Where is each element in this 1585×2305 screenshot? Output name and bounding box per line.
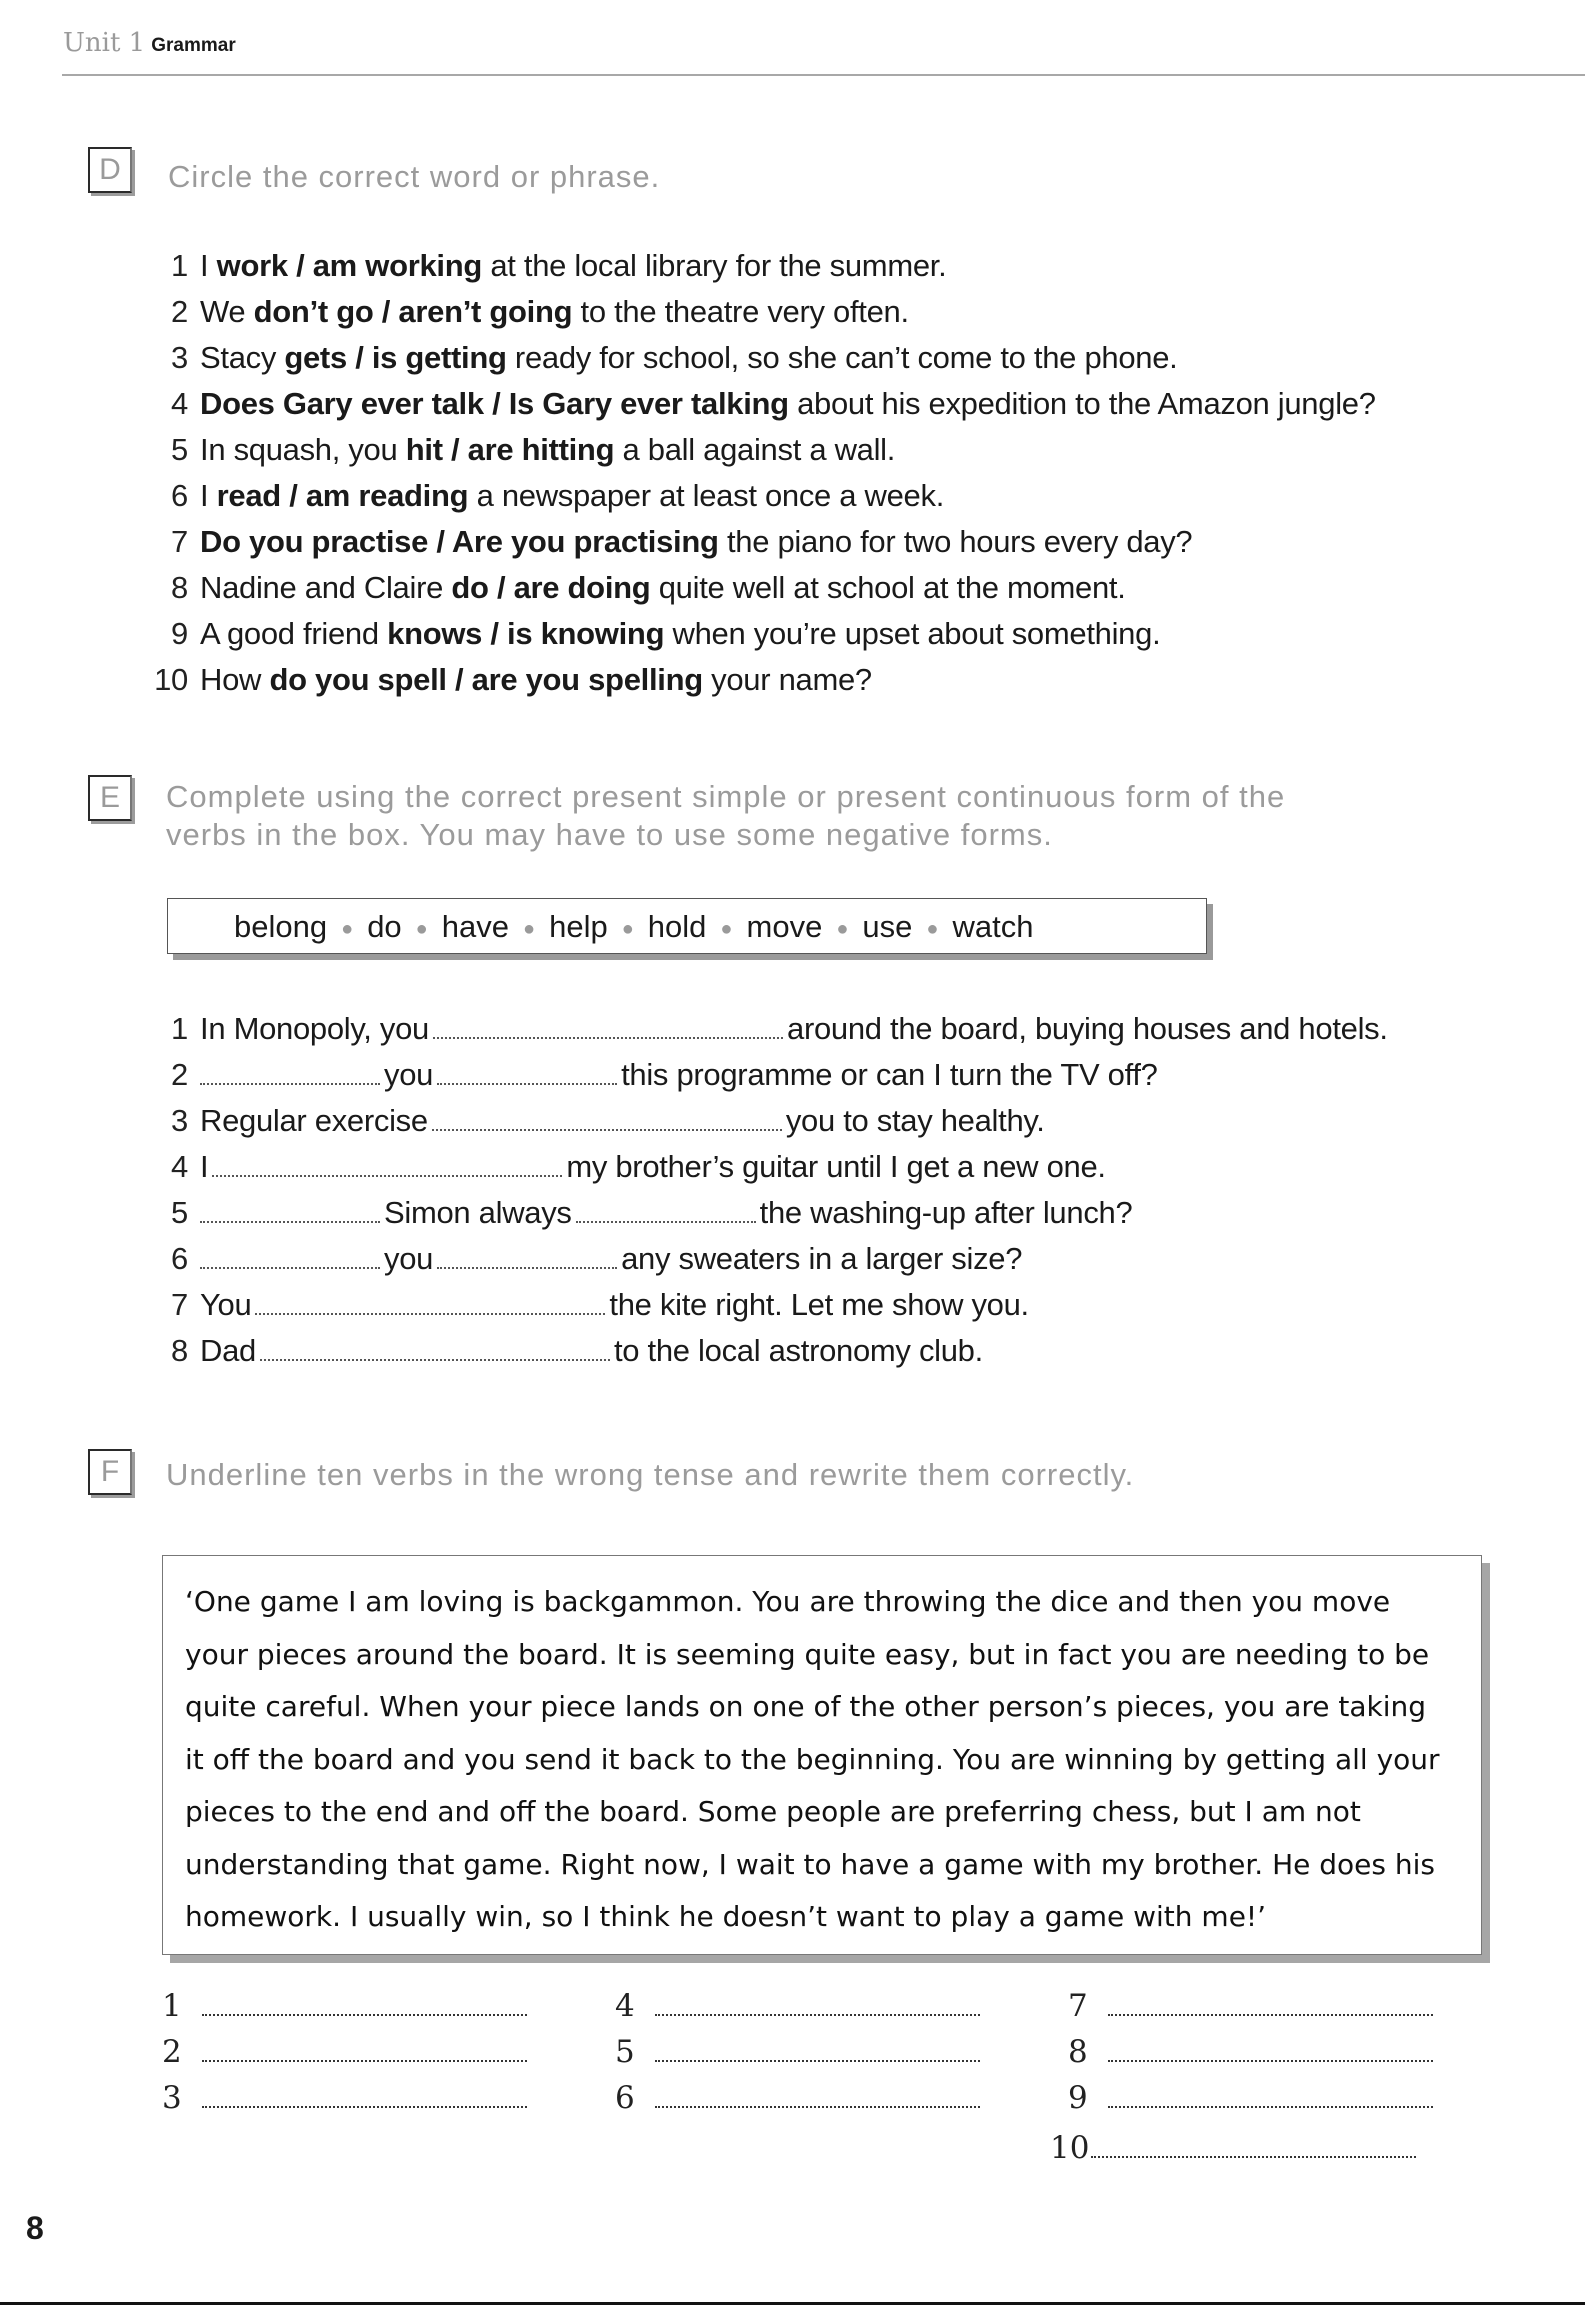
answer-field[interactable] — [1108, 2105, 1433, 2108]
answer-field[interactable] — [1108, 2059, 1433, 2062]
passage-line[interactable]: quite careful. When your piece lands on one of the other person’s pieces, you are taking — [185, 1690, 1427, 1723]
section-d-badge: D — [88, 147, 132, 193]
header-divider — [62, 74, 1585, 76]
passage-line[interactable]: ‘One game I am loving is backgammon. You are throwing the dice and then you move — [185, 1585, 1391, 1618]
answer-row: 4 — [615, 1988, 980, 2024]
choice[interactable]: don’t go / aren’t going — [253, 294, 573, 329]
blank-field[interactable] — [437, 1061, 617, 1085]
word: have — [441, 909, 509, 944]
answer-row: 7 — [1068, 1988, 1433, 2024]
answer-field[interactable] — [202, 2013, 527, 2016]
blank-field[interactable] — [200, 1061, 380, 1085]
answer-field[interactable] — [655, 2105, 980, 2108]
answer-row: 5 — [615, 2034, 980, 2070]
section-f-badge: F — [88, 1449, 132, 1495]
choice[interactable]: do / are doing — [451, 570, 651, 605]
word: watch — [952, 909, 1034, 944]
section-d-list — [148, 243, 1376, 703]
running-header — [63, 28, 236, 58]
answer-field[interactable] — [1108, 2013, 1433, 2016]
word: hold — [647, 909, 707, 944]
word: help — [549, 909, 608, 944]
bullet-icon: ● — [341, 917, 354, 940]
exercise-d-item[interactable]: 7 Do you practise / Are you practising the piano for two hours every day? — [171, 524, 1193, 559]
exercise-d-item[interactable]: 4 Does Gary ever talk / Is Gary ever talking about his expedition to the Amazon jungle? — [171, 386, 1376, 421]
reading-passage — [162, 1555, 1482, 1955]
answer-row: 6 — [615, 2080, 980, 2116]
choice[interactable]: hit / are hitting — [405, 432, 615, 467]
exercise-e-item: 3 Regular exercise you to stay healthy. — [171, 1103, 1045, 1138]
exercise-e-item: 6 you any sweaters in a larger size? — [171, 1241, 1023, 1276]
word: use — [862, 909, 913, 944]
section-f-title: Underline ten verbs in the wrong tense and rewrite them correctly. — [166, 1457, 1135, 1492]
blank-field[interactable] — [437, 1245, 617, 1269]
blank-field[interactable] — [200, 1245, 380, 1269]
blank-field[interactable] — [433, 1015, 783, 1039]
blank-field[interactable] — [255, 1291, 605, 1315]
answer-row: 10 — [1050, 2130, 1416, 2166]
blank-field[interactable] — [260, 1337, 610, 1361]
exercise-e-item: 1 In Monopoly, you around the board, buying houses and hotels. — [171, 1011, 1388, 1046]
exercise-d-item[interactable]: 10 How do you spell / are you spelling your name? — [154, 662, 872, 697]
exercise-d-item[interactable]: 5 In squash, you hit / are hitting a ball against a wall. — [171, 432, 896, 467]
exercise-d-item[interactable]: 3 Stacy gets / is getting ready for school, so she can’t come to the phone. — [171, 340, 1178, 375]
unit-label: Unit 1 — [63, 28, 146, 58]
answer-row: 8 — [1068, 2034, 1433, 2070]
bullet-icon: ● — [621, 917, 634, 940]
choice[interactable]: gets / is getting — [284, 340, 507, 375]
page-number: 8 — [26, 2210, 44, 2246]
exercise-e-item: 7 You the kite right. Let me show you. — [171, 1287, 1029, 1322]
section-e-list — [148, 1006, 1388, 1374]
passage-line[interactable]: understanding that game. Right now, I wait to have a game with my brother. He does his — [185, 1847, 1435, 1881]
passage-line[interactable]: pieces to the end and off the board. Some people are preferring chess, but I am not — [185, 1795, 1361, 1828]
exercise-e-item: 8 Dad to the local astronomy club. — [171, 1333, 983, 1368]
exercise-d-item[interactable]: 6 I read / am reading a newspaper at least once a week. — [171, 478, 945, 513]
word: belong — [234, 909, 328, 944]
bullet-icon: ● — [836, 917, 849, 940]
answer-field[interactable] — [655, 2013, 980, 2016]
section-e-badge: E — [88, 775, 132, 821]
exercise-d-item[interactable]: 1 I work / am working at the local library for the summer. — [171, 248, 947, 283]
choice[interactable]: knows / is knowing — [387, 616, 665, 651]
exercise-e-item: 5 Simon always the washing-up after lunch? — [171, 1195, 1133, 1230]
section-d-title: Circle the correct word or phrase. — [168, 159, 661, 194]
bullet-icon: ● — [720, 917, 733, 940]
exercise-d-item[interactable]: 8 Nadine and Claire do / are doing quite well at school at the moment. — [171, 570, 1126, 605]
exercise-d-item[interactable]: 2 We don’t go / aren’t going to the theatre very often. — [171, 294, 909, 329]
answer-field[interactable] — [202, 2059, 527, 2062]
blank-field[interactable] — [212, 1153, 562, 1177]
bullet-icon: ● — [415, 917, 428, 940]
answer-row: 9 — [1068, 2080, 1433, 2116]
choice[interactable]: read / am reading — [216, 478, 469, 513]
passage-line[interactable]: your pieces around the board. It is seeming quite easy, but in fact you are needing to be — [185, 1637, 1430, 1671]
exercise-e-item: 2 you this programme or can I turn the TV off? — [171, 1057, 1158, 1092]
blank-field[interactable] — [200, 1199, 380, 1223]
choice[interactable]: Does Gary ever talk / Is Gary ever talking — [200, 386, 789, 421]
answer-row: 1 — [162, 1988, 527, 2024]
answer-field[interactable] — [655, 2059, 980, 2062]
section-e-title: Complete using the correct present simple or present continuous form of the verbs in the box. You may have to use some negative forms. — [166, 779, 1286, 852]
answer-field[interactable] — [202, 2105, 527, 2108]
word: move — [746, 909, 823, 944]
choice[interactable]: Do you practise / Are you practising — [200, 524, 719, 559]
bullet-icon: ● — [926, 917, 939, 940]
answer-field[interactable] — [1091, 2155, 1416, 2158]
section-label: Grammar — [151, 35, 236, 56]
exercise-d-item[interactable]: 9 A good friend knows / is knowing when you’re upset about something. — [171, 616, 1161, 651]
exercise-e-item: 4 I my brother’s guitar until I get a new one. — [171, 1149, 1106, 1184]
bullet-icon: ● — [523, 917, 536, 940]
answer-row: 3 — [162, 2080, 527, 2116]
word: do — [367, 909, 402, 944]
choice[interactable]: work / am working — [216, 248, 482, 283]
blank-field[interactable] — [432, 1107, 782, 1131]
passage-line[interactable]: homework. I usually win, so I think he doesn’t want to play a game with me!’ — [185, 1900, 1267, 1933]
passage-line[interactable]: it off the board and you send it back to the beginning. You are winning by getting all your — [185, 1742, 1440, 1776]
word-box — [167, 898, 1207, 954]
blank-field[interactable] — [576, 1199, 756, 1223]
choice[interactable]: do you spell / are you spelling — [269, 662, 703, 697]
answer-row: 2 — [162, 2034, 527, 2070]
